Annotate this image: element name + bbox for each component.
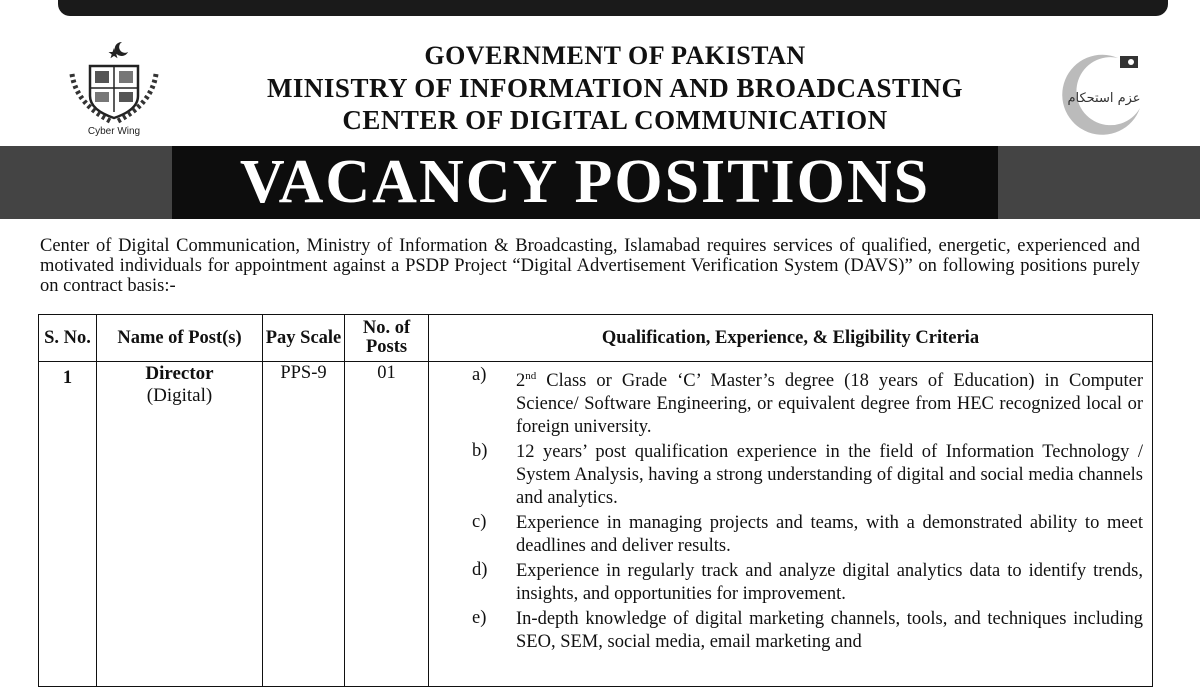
- top-rule: [58, 0, 1168, 16]
- header-line-center: CENTER OF DIGITAL COMMUNICATION: [342, 105, 888, 135]
- table-header-row: [39, 315, 1153, 362]
- criteria-item: [438, 365, 1143, 439]
- criteria-text: Experience in managing projects and teams, with a demonstrated ability to meet deadlines and deliver results.: [516, 513, 1143, 557]
- degree-class-number: 2: [516, 371, 526, 392]
- row-post: [97, 362, 263, 687]
- header-sno: S. No.: [39, 315, 97, 362]
- table-row: [39, 362, 1153, 687]
- criteria-text-rest: Class or Grade ‘C’ Master’s degree (18 years of Education) in Computer Science/ Software Engineering, or equivalent degree from HEC recognized local or foreign university.: [516, 371, 1143, 438]
- row-pay-scale: PPS-9: [263, 362, 345, 687]
- ordinal-suffix: nd: [525, 370, 537, 382]
- header-scale: Pay Scale: [263, 315, 345, 362]
- header-criteria: Qualification, Experience, & Eligibility Criteria: [429, 315, 1153, 362]
- header-line-ministry: MINISTRY OF INFORMATION AND BROADCASTING: [266, 73, 964, 103]
- page-title: VACANCY POSITIONS: [239, 148, 931, 216]
- header-line-government: GOVERNMENT OF PAKISTAN: [424, 41, 806, 70]
- criteria-text: 12 years’ post qualification experience in the field of Information Technology / System Analysis, having a strong understanding of digital and social media channels and analytics.: [516, 442, 1143, 509]
- criteria-letter: e): [472, 608, 487, 629]
- criteria-letter: d): [472, 560, 488, 581]
- post-subtitle: (Digital): [146, 385, 213, 406]
- vacancy-table: [38, 314, 1153, 687]
- header-posts: No. of Posts: [345, 315, 429, 362]
- criteria-item: [438, 512, 1143, 558]
- cyber-wing-caption: Cyber Wing: [87, 126, 141, 137]
- post-title: Director: [145, 363, 214, 384]
- row-num-posts: 01: [345, 362, 429, 687]
- criteria-text: In-depth knowledge of digital marketing channels, tools, and techniques including SEO, SEM, social media, email marketing and: [516, 609, 1143, 653]
- azm-istehkam-text: عزم استحکام: [1067, 91, 1141, 106]
- criteria-text: Experience in regularly track and analyze digital analytics data to identify trends, insights, and opportunities for improvement.: [516, 561, 1143, 605]
- intro-paragraph: Center of Digital Communication, Ministry of Information & Broadcasting, Islamabad requires services of qualified, energetic, experienced and motivated individuals for appointment against a PSDP Project “Digital Advertisement Verification System (DAVS)” on following positions purely on contract basis:-: [40, 236, 1140, 296]
- header-post: Name of Post(s): [97, 315, 263, 362]
- row-criteria: [429, 362, 1153, 687]
- criteria-letter: a): [472, 365, 487, 385]
- header: [0, 40, 1200, 136]
- criteria-letter: b): [472, 441, 488, 462]
- criteria-item: [438, 560, 1143, 606]
- title-band-inner: [172, 146, 998, 219]
- criteria-text: [516, 365, 1143, 439]
- row-sno: 1: [39, 362, 97, 687]
- criteria-item: [438, 441, 1143, 510]
- criteria-letter: c): [472, 512, 487, 533]
- criteria-item: [438, 608, 1143, 654]
